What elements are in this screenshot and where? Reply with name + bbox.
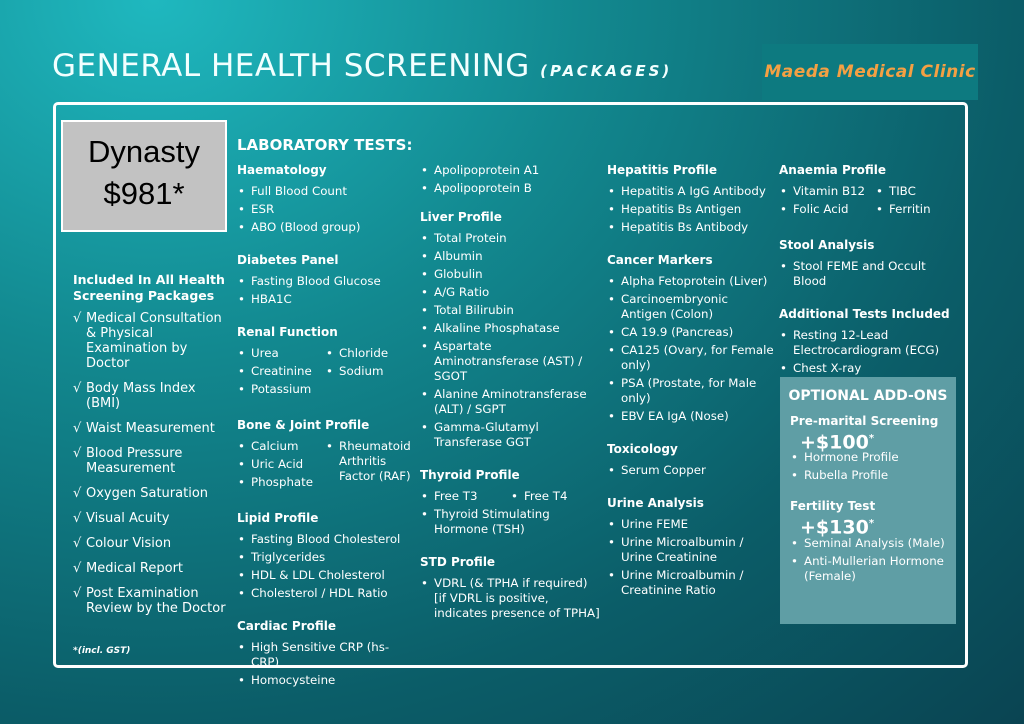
item-list (607, 184, 775, 235)
list-item: • Fasting Blood Glucose (237, 274, 417, 289)
list-item: • ABO (Blood group) (237, 220, 417, 235)
list-item: • Chest X-ray (779, 361, 959, 376)
item-list (420, 163, 600, 196)
title-subtitle: (PACKAGES) (540, 62, 673, 80)
item-list (779, 259, 959, 289)
premarital-price (790, 431, 946, 454)
list-item: • Homocysteine (237, 673, 417, 688)
item-list (325, 346, 388, 400)
item-list (779, 184, 875, 220)
list-item: • HBA1C (237, 292, 417, 307)
list-item: • Urine Microalbumin / Creatinine Ratio (607, 568, 775, 598)
item-list (325, 439, 415, 493)
optional-addons-box (780, 377, 956, 624)
package-price: $981* (103, 176, 185, 211)
item-list (790, 450, 946, 483)
lab-column-b (420, 163, 600, 639)
section-title: Anaemia Profile (779, 163, 887, 177)
list-item: • Urine Microalbumin / Urine Creatinine (607, 535, 775, 565)
list-item: • Total Bilirubin (420, 303, 600, 318)
item-list (607, 274, 775, 424)
section-title: Toxicology (607, 442, 678, 456)
section-title: Additional Tests Included (779, 307, 950, 321)
list-item: • Resting 12-Lead Electrocardiogram (ECG) (779, 328, 959, 358)
list-item: • EBV EA IgA (Nose) (607, 409, 775, 424)
list-item: • ESR (237, 202, 417, 217)
package-box (61, 120, 227, 232)
included-item: √ Waist Measurement (73, 421, 233, 436)
list-item: • Calcium (237, 439, 325, 454)
list-item: • Apolipoprotein B (420, 181, 600, 196)
list-item: • Hepatitis Bs Antibody (607, 220, 775, 235)
list-item: • High Sensitive CRP (hs-CRP) (237, 640, 417, 670)
list-item: • Chloride (325, 346, 388, 361)
premarital-title: Pre-marital Screening (790, 414, 939, 428)
list-item: • Alpha Fetoprotein (Liver) (607, 274, 775, 289)
list-item: • Sodium (325, 364, 388, 379)
lab-heading: LABORATORY TESTS: (237, 136, 413, 154)
list-item: • Vitamin B12 (779, 184, 875, 199)
item-list (420, 507, 600, 537)
included-list (73, 311, 233, 616)
list-item: • Albumin (420, 249, 600, 264)
included-item: √ Medical Consultation & Physical Examination by Doctor (73, 311, 233, 371)
list-item: • Folic Acid (779, 202, 875, 217)
item-list (420, 231, 600, 450)
item-list (875, 184, 931, 220)
list-item: • Creatinine (237, 364, 325, 379)
clinic-name-badge: Maeda Medical Clinic (762, 44, 978, 100)
included-item: √ Post Examination Review by the Doctor (73, 586, 233, 616)
price-value: +$100 (800, 431, 869, 454)
list-item: • A/G Ratio (420, 285, 600, 300)
included-item: √ Oxygen Saturation (73, 486, 233, 501)
list-item: • Free T3 (420, 489, 510, 504)
item-list (237, 640, 417, 688)
item-list (779, 328, 959, 376)
list-item: • TIBC (875, 184, 931, 199)
section-title: Stool Analysis (779, 238, 875, 252)
list-item: • Ferritin (875, 202, 931, 217)
list-item: • Alanine Aminotransferase (ALT) / SGPT (420, 387, 600, 417)
section-title: Liver Profile (420, 210, 502, 224)
included-item: √ Colour Vision (73, 536, 233, 551)
list-item: • Gamma-Glutamyl Transferase GGT (420, 420, 600, 450)
included-item: √ Visual Acuity (73, 511, 233, 526)
item-list (237, 532, 417, 601)
section-title: Renal Function (237, 325, 338, 339)
list-item: • Hepatitis Bs Antigen (607, 202, 775, 217)
list-item: • Apolipoprotein A1 (420, 163, 600, 178)
list-item: • CA125 (Ovary, for Female only) (607, 343, 775, 373)
section-title: Cardiac Profile (237, 619, 337, 633)
list-item: • PSA (Prostate, for Male only) (607, 376, 775, 406)
included-section (73, 272, 233, 626)
list-item: • Stool FEME and Occult Blood (779, 259, 959, 289)
list-item: • Uric Acid (237, 457, 325, 472)
item-list (237, 439, 325, 493)
optional-heading: OPTIONAL ADD-ONS (788, 388, 948, 404)
list-item: • Full Blood Count (237, 184, 417, 199)
included-heading: Included In All Health Screening Packages (73, 272, 225, 303)
item-list (790, 536, 946, 584)
list-item: • VDRL (& TPHA if required) [if VDRL is positive, indicates presence of TPHA] (420, 576, 600, 621)
item-list (607, 517, 775, 598)
item-list (420, 489, 600, 507)
section-title: Diabetes Panel (237, 253, 339, 267)
list-item: • CA 19.9 (Pancreas) (607, 325, 775, 340)
included-item: √ Body Mass Index (BMI) (73, 381, 233, 411)
fertility-title: Fertility Test (790, 499, 876, 514)
item-list (237, 346, 325, 400)
list-item: • Serum Copper (607, 463, 775, 478)
package-name: Dynasty (88, 134, 200, 169)
list-item: • Thyroid Stimulating Hormone (TSH) (420, 507, 600, 537)
footnote: *(incl. GST) (73, 646, 131, 656)
list-item: • Free T4 (510, 489, 600, 504)
item-list (607, 463, 775, 478)
included-item: √ Blood Pressure Measurement (73, 446, 233, 476)
list-item: • Aspartate Aminotransferase (AST) / SGOT (420, 339, 600, 384)
list-item: • Urea (237, 346, 325, 361)
section-title: Cancer Markers (607, 253, 713, 267)
list-item: • Rheumatoid Arthritis Factor (RAF) (325, 439, 415, 484)
item-list (420, 576, 600, 621)
list-item: • Hormone Profile (790, 450, 946, 465)
price-mark: * (868, 518, 875, 530)
list-item: • Hepatitis A IgG Antibody (607, 184, 775, 199)
lab-column-c (607, 163, 775, 616)
section-title: Haematology (237, 163, 327, 177)
fertility-price (790, 516, 946, 539)
list-item: • Anti-Mullerian Hormone (Female) (790, 554, 946, 584)
list-item: • Globulin (420, 267, 600, 282)
lab-column-a (237, 163, 417, 706)
list-item: • Triglycerides (237, 550, 417, 565)
list-item: • Phosphate (237, 475, 325, 490)
list-item: • Urine FEME (607, 517, 775, 532)
section-title: Bone & Joint Profile (237, 418, 370, 432)
lab-column-d (779, 163, 959, 394)
item-list (237, 274, 417, 307)
price-value: +$130 (800, 516, 869, 539)
list-item: • Rubella Profile (790, 468, 946, 483)
included-item: √ Medical Report (73, 561, 233, 576)
section-title: STD Profile (420, 555, 496, 569)
title-text: GENERAL HEALTH SCREENING (52, 48, 530, 84)
list-item: • Cholesterol / HDL Ratio (237, 586, 417, 601)
section-title: Lipid Profile (237, 511, 319, 525)
list-item: • Fasting Blood Cholesterol (237, 532, 417, 547)
page-title (52, 48, 672, 84)
list-item: • Potassium (237, 382, 325, 397)
item-list (237, 184, 417, 235)
list-item: • Total Protein (420, 231, 600, 246)
list-item: • Seminal Analysis (Male) (790, 536, 946, 551)
section-title: Hepatitis Profile (607, 163, 717, 177)
list-item: • Carcinoembryonic Antigen (Colon) (607, 292, 775, 322)
list-item: • Alkaline Phosphatase (420, 321, 600, 336)
section-title: Thyroid Profile (420, 468, 520, 482)
section-title: Urine Analysis (607, 496, 704, 510)
price-mark: * (868, 433, 875, 444)
list-item: • HDL & LDL Cholesterol (237, 568, 417, 583)
